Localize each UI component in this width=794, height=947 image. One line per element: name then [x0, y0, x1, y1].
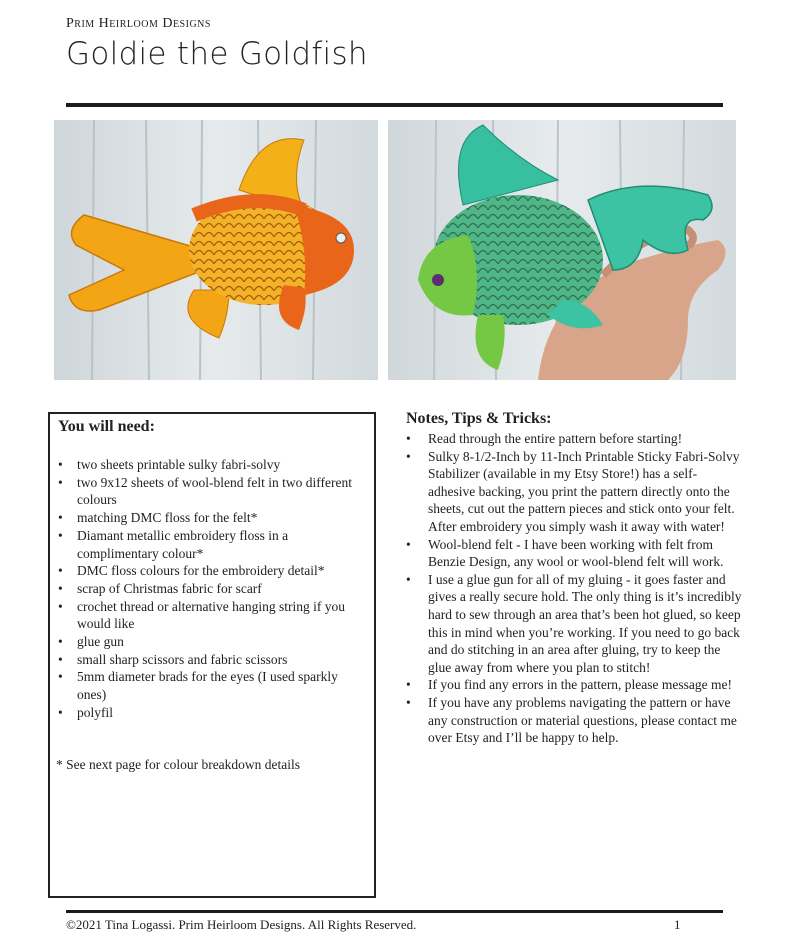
list-item: • small sharp scissors and fabric scissors	[50, 651, 374, 669]
list-item: • I use a glue gun for all of my gluing - it goes faster and gives a really secure hold. The only thing is it’s incredibly hard to sew through an area that’s been hot glued, so keep this in mind when you’re working. If you need to go back and do stitching in an area after gluing, try to keep the glue away from where you plan to stitch!	[404, 571, 744, 677]
materials-heading: You will need:	[58, 418, 155, 435]
list-item: • DMC floss colours for the embroidery detail*	[50, 562, 374, 580]
list-item: • glue gun	[50, 633, 374, 651]
materials-box	[48, 412, 376, 898]
page-number: 1	[674, 917, 681, 932]
list-item: • 5mm diameter brads for the eyes (I used sparkly ones)	[50, 668, 374, 703]
list-item: • crochet thread or alternative hanging string if you would like	[50, 598, 374, 633]
photo-orange-goldfish	[54, 120, 378, 380]
top-divider	[66, 103, 723, 107]
notes-section	[404, 410, 744, 747]
materials-footnote: * See next page for colour breakdown details	[56, 757, 301, 772]
notes-list	[404, 430, 744, 747]
list-item: • matching DMC floss for the felt*	[50, 509, 374, 527]
page-title: Goldie the Goldfish	[66, 36, 368, 72]
footer-copyright: ©2021 Tina Logassi. Prim Heirloom Designs. All Rights Reserved.	[66, 917, 417, 932]
list-item: • two 9x12 sheets of wool-blend felt in two different colours	[50, 474, 374, 509]
list-item: • Diamant metallic embroidery floss in a complimentary colour*	[50, 527, 374, 562]
brand-name: Prim Heirloom Designs	[66, 16, 211, 31]
list-item: • If you have any problems navigating the pattern or have any construction or material questions, please contact me over Etsy and I’ll be happy to help.	[404, 694, 744, 747]
photo-green-goldfish	[388, 120, 736, 380]
list-item: • polyfil	[50, 704, 374, 722]
notes-heading: Notes, Tips & Tricks:	[406, 410, 552, 427]
bottom-divider	[66, 910, 723, 913]
list-item: • If you find any errors in the pattern, please message me!	[404, 676, 744, 694]
list-item: • scrap of Christmas fabric for scarf	[50, 580, 374, 598]
materials-list	[50, 456, 374, 722]
list-item: • Wool-blend felt - I have been working with felt from Benzie Design, any wool or wool-blend felt will work.	[404, 536, 744, 571]
list-item: • Read through the entire pattern before starting!	[404, 430, 744, 448]
list-item: • Sulky 8-1/2-Inch by 11-Inch Printable Sticky Fabri-Solvy Stabilizer (available in my Etsy Store!) has a self-adhesive backing, you print the pattern directly onto the sheets, cut out the pattern pieces and stick onto your felt. After embroidery you simply wash it away with water!	[404, 448, 744, 536]
list-item: • two sheets printable sulky fabri-solvy	[50, 456, 374, 474]
